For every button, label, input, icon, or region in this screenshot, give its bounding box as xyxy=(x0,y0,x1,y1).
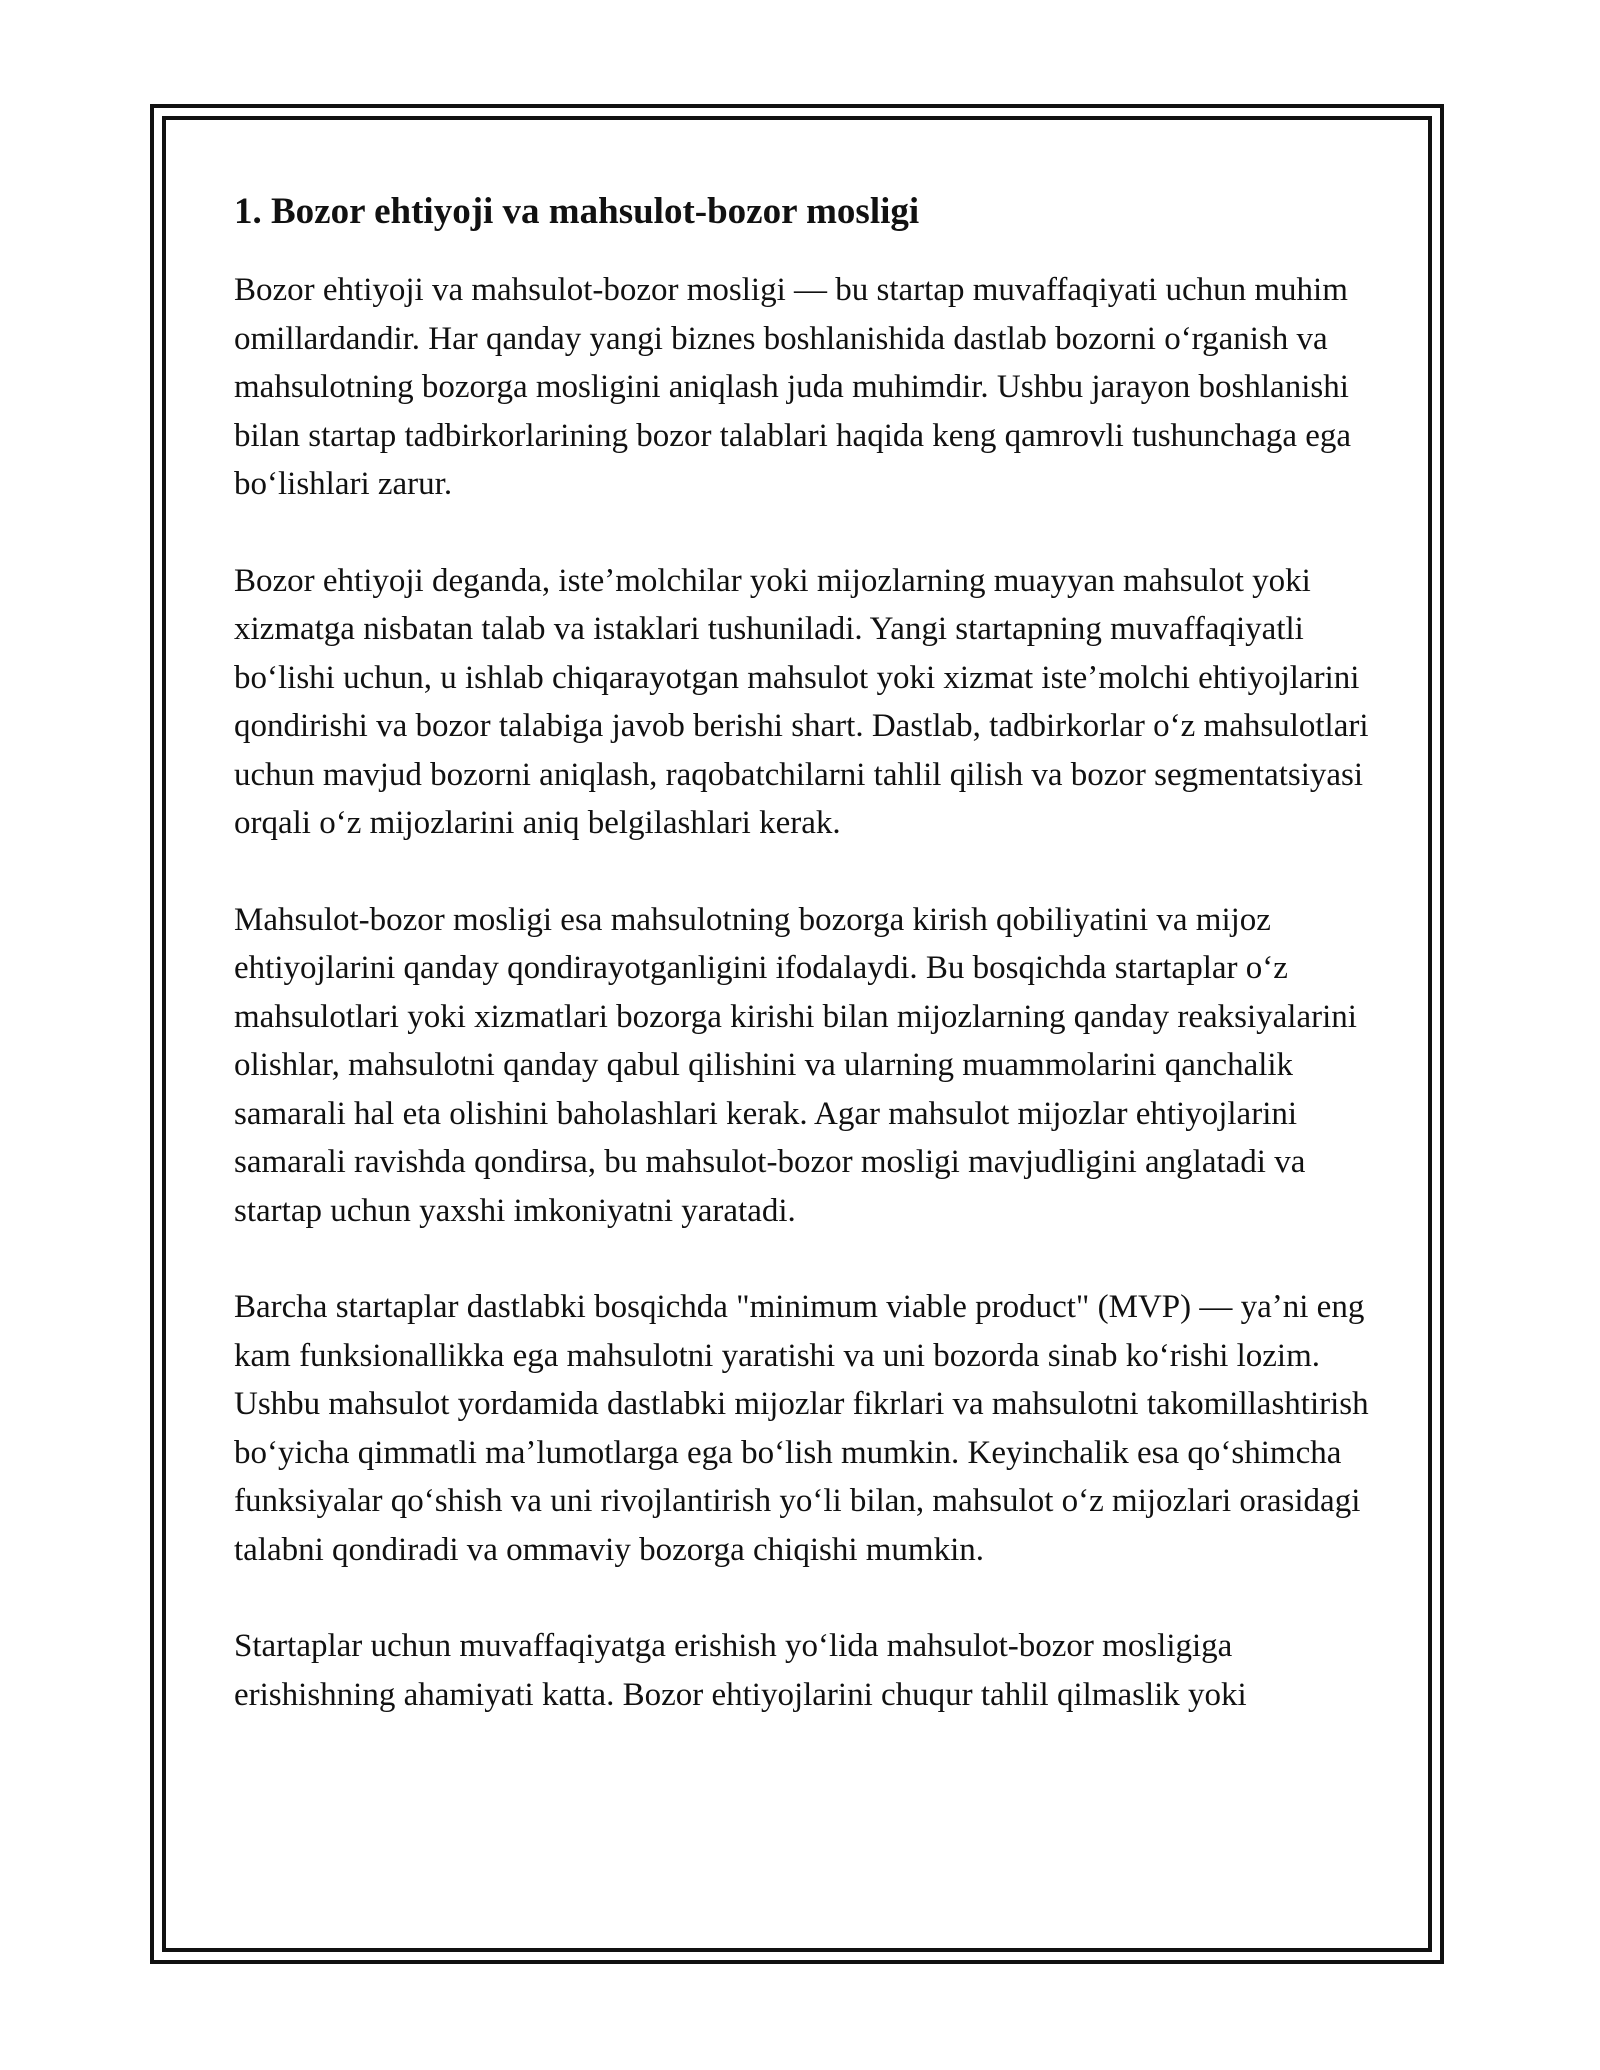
paragraph: Bozor ehtiyoji deganda, isteʼmolchilar yoki mijozlarning muayyan mahsulot yoki xizmatga nisbatan talab va istaklari tushuniladi. Yangi startapning muvaffaqiyatli boʻlishi uchun, u ishlab chiqarayotgan mahsulot yoki xizmat isteʼmolchi ehtiyojlarini qondirishi va bozor talabiga javob berishi shart. Dastlab, tadbirkorlar oʻz mahsulotlari uchun mavjud bozorni aniqlash, raqobatchilarni tahlil qilish va bozor segmentatsiyasi orqali oʻz mijozlarini aniq belgilashlari kerak. xyxy=(234,562,1369,841)
paragraph: Startaplar uchun muvaffaqiyatga erishish yoʻlida mahsulot-bozor mosligiga erishishning ahamiyati katta. Bozor ehtiyojlarini chuqur tahlil qilmaslik yoki xyxy=(234,1628,1247,1713)
section-heading: 1. Bozor ehtiyoji va mahsulot-bozor mosligi xyxy=(234,191,920,232)
paragraph: Bozor ehtiyoji va mahsulot-bozor mosligi — bu startap muvaffaqiyati uchun muhim omillardandir. Har qanday yangi biznes boshlanishida dastlab bozorni oʻrganish va mahsulotning bozorga mosligini aniqlash juda muhimdir. Ushbu jarayon boshlanishi bilan startap tadbirkorlarining bozor talablari haqida keng qamrovli tushunchaga ega boʻlishlari zarur. xyxy=(234,272,1352,502)
document-body xyxy=(234,188,1374,1767)
paragraph: Barcha startaplar dastlabki bosqichda "minimum viable product" (MVP) — yaʼni eng kam funksionallikka ega mahsulotni yaratishi va uni bozorda sinab koʻrishi lozim. Ushbu mahsulot yordamida dastlabki mijozlar fikrlari va mahsulotni takomillashtirish boʻyicha qimmatli maʼlumotlarga ega boʻlish mumkin. Keyinchalik esa qoʻshimcha funksiyalar qoʻshish va uni rivojlantirish yoʻli bilan, mahsulot oʻz mijozlari orasidagi talabni qondiradi va ommaviy bozorga chiqishi mumkin. xyxy=(234,1289,1369,1568)
paragraph: Mahsulot-bozor mosligi esa mahsulotning bozorga kirish qobiliyatini va mijoz ehtiyojlarini qanday qondirayotganligini ifodalaydi. Bu bosqichda startaplar oʻz mahsulotlari yoki xizmatlari bozorga kirishi bilan mijozlarning qanday reaksiyalarini olishlar, mahsulotni qanday qabul qilishini va ularning muammolarini qanchalik samarali hal eta olishini baholashlari kerak. Agar mahsulot mijozlar ehtiyojlarini samarali ravishda qondirsa, bu mahsulot-bozor mosligi mavjudligini anglatadi va startap uchun yaxshi imkoniyatni yaratadi. xyxy=(234,901,1357,1229)
